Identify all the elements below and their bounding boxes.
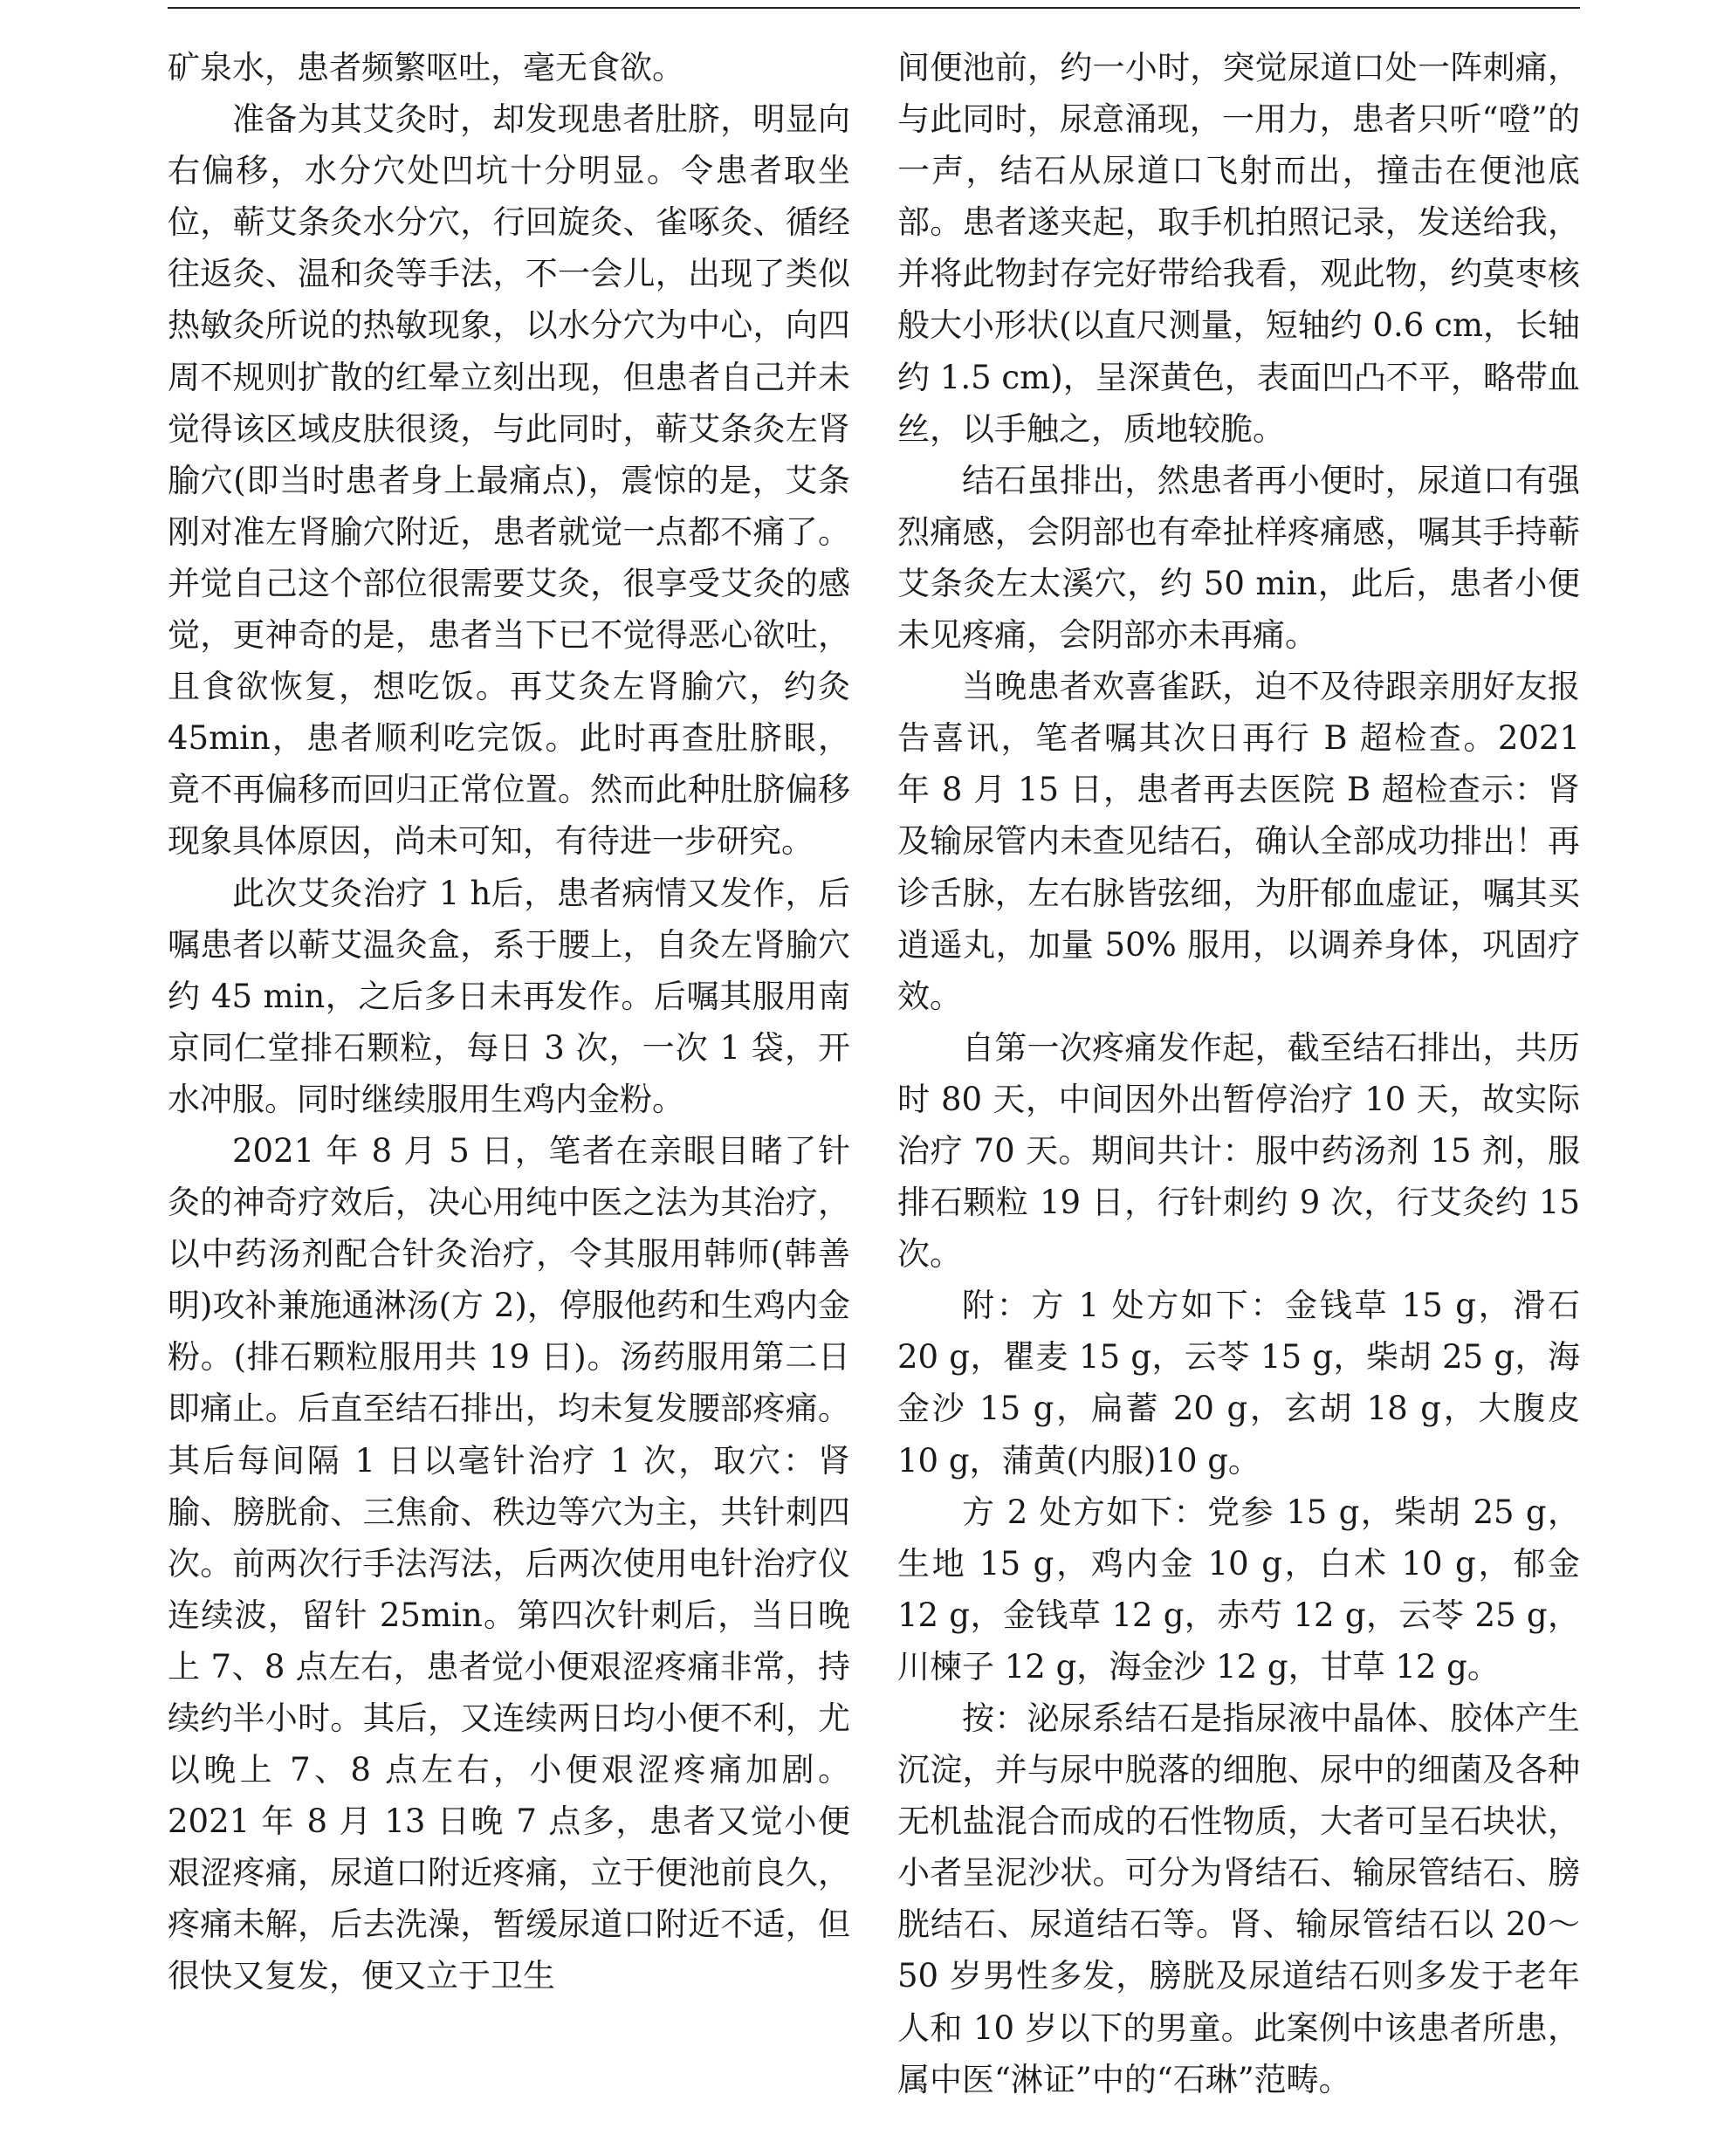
paragraph-treatment-summary: 自第一次疼痛发作起，截至结石排出，共历时 80 天，中间因外出暂停治疗 10 天，故实际治疗 70 天。期间共计：服中药汤剂 15 剂，服排石颗粒 19 日，行针刺约 9 次，行艾灸约 15 次。 bbox=[897, 1028, 1580, 1274]
paragraph-self-moxibustion: 此次艾灸治疗 1 h后，患者病情又发作，后嘱患者以蕲艾温灸盒，系于腰上，自灸左肾腧穴约 45 min，之后多日未再发作。后嘱其服用南京同仁堂排石颗粒，每日 3 次，一次 1 袋，开水冲服。同时继续服用生鸡内金粉。 bbox=[168, 874, 850, 1118]
paragraph-prescription-2: 方 2 处方如下：党参 15 g，柴胡 25 g，生地 15 g，鸡内金 10 g，白术 10 g，郁金 12 g，金钱草 12 g，赤芍 12 g，云苓 25 g，川楝子 12 g，海金沙 12 g，甘草 12 g。 bbox=[897, 1493, 1580, 1686]
paragraph-commentary: 按：泌尿系结石是指尿液中晶体、胶体产生沉淀，并与尿中脱落的细胞、尿中的细菌及各种无机盐混合而成的石性物质，大者可呈石块状，小者呈泥沙状。可分为肾结石、输尿管结石、膀胱结石、尿道结石等。肾、输尿管结石以 20～50 岁男性多发，膀胱及尿道结石则多发于老年人和 10 岁以下的男童。此案例中该患者所患，属中医“淋证”中的“石琳”范畴。 bbox=[897, 1699, 1580, 2098]
paragraph-after-expulsion: 结石虽排出，然患者再小便时，尿道口有强烈痛感，会阴部也有牵扯样疼痛感，嘱其手持蕲艾条灸左太溪穴，约 50 min，此后，患者小便未见疼痛，会阴部亦未再痛。 bbox=[897, 461, 1580, 655]
paragraph-continued: 矿泉水，患者频繁呕吐，毫无食欲。 bbox=[168, 49, 684, 86]
left-column bbox=[168, 42, 850, 2002]
paragraph-stone-expelled: 间便池前，约一小时，突觉尿道口处一阵刺痛，与此同时，尿意涌现，一用力，患者只听“噔”的一声，结石从尿道口飞射而出，撞击在便池底部。患者遂夹起，取手机拍照记录，发送给我，并将此物封存完好带给我看，观此物，约莫枣核般大小形状(以直尺测量，短轴约 0.6 cm，长轴约 1.5 cm)，呈深黄色，表面凹凸不平，略带血丝，以手触之，质地较脆。 bbox=[897, 49, 1580, 448]
header-rule bbox=[168, 7, 1580, 9]
paragraph-moxibustion-navel: 准备为其艾灸时，却发现患者肚脐，明显向右偏移，水分穴处凹坑十分明显。令患者取坐位，蕲艾条灸水分穴，行回旋灸、雀啄灸、循经往返灸、温和灸等手法，不一会儿，出现了类似热敏灸所说的热敏现象，以水分穴为中心，向四周不规则扩散的红晕立刻出现，但患者自己并未觉得该区域皮肤很烫，与此同时，蕲艾条灸左肾腧穴(即当时患者身上最痛点)，震惊的是，艾条刚对准左肾腧穴附近，患者就觉一点都不痛了。并觉自己这个部位很需要艾灸，很享受艾灸的感觉，更神奇的是，患者当下已不觉得恶心欲吐，且食欲恢复，想吃饭。再艾灸左肾腧穴，约灸45min，患者顺利吃完饭。此时再查肚脐眼，竟不再偏移而回归正常位置。然而此种肚脐偏移现象具体原因，尚未可知，有待进一步研究。 bbox=[168, 100, 850, 861]
paragraph-tcm-treatment: 2021 年 8 月 5 日，笔者在亲眼目睹了针灸的神奇疗效后，决心用纯中医之法为其治疗，以中药汤剂配合针灸治疗，令其服用韩师(韩善明)攻补兼施通淋汤(方 2)，停服他药和生鸡内金粉。(排石颗粒服用共 19 日)。汤药服用第二日即痛止。后直至结石排出，均未复发腰部疼痛。其后每间隔 1 日以毫针治疗 1 次，取穴：肾腧、膀胱俞、三焦俞、秩边等穴为主，共针刺四次。前两次行手法泻法，后两次使用电针治疗仪连续波，留针 25min。第四次针刺后，当日晚上 7、8 点左右，患者觉小便艰涩疼痛非常，持续约半小时。其后，又连续两日均小便不利，尤以晚上 7、8 点左右，小便艰涩疼痛加剧。2021 年 8 月 13 日晚 7 点多，患者又觉小便艰涩疼痛，尿道口附近疼痛，立于便池前良久，疼痛未解，后去洗澡，暂缓尿道口附近不适，但很快又复发，便又立于卫生 bbox=[168, 1131, 850, 1995]
paragraph-prescription-1: 附：方 1 处方如下：金钱草 15 g，滑石 20 g，瞿麦 15 g，云苓 15 g，柴胡 25 g，海金沙 15 g，扁蓄 20 g，玄胡 18 g，大腹皮 10 g，蒲黄(内服)10 g。 bbox=[897, 1287, 1580, 1480]
paragraph-ultrasound-check: 当晚患者欢喜雀跃，迫不及待跟亲朋好友报告喜讯，笔者嘱其次日再行 B 超检查。2021 年 8 月 15 日，患者再去医院 B 超检查示：肾及输尿管内未查见结石，确认全部成功排出！再诊舌脉，左右脉皆弦细，为肝郁血虚证，嘱其买逍遥丸，加量 50% 服用，以调养身体，巩固疗效。 bbox=[897, 668, 1580, 1015]
right-column bbox=[897, 42, 1580, 2105]
